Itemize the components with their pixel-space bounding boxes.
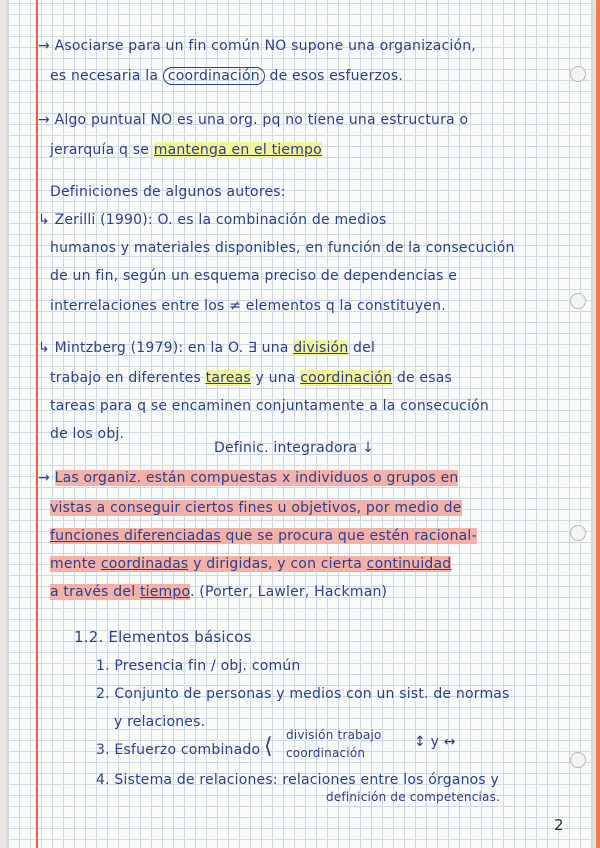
text-line: mente coordinadas y dirigidas, y con cierta continuidad: [50, 556, 452, 572]
text-line: interrelaciones entre los ≠ elementos q la constituyen.: [50, 298, 446, 314]
text-line: de un fin, según un esquema preciso de dependencias e: [50, 268, 458, 284]
binder-hole: [570, 66, 586, 82]
text-line: funciones diferenciadas que se procura que estén racional-: [50, 528, 477, 544]
list-item: 1. Presencia fin / obj. común: [96, 658, 301, 674]
page-number: 2: [554, 816, 564, 834]
list-item-continuation: definición de competencias.: [326, 790, 501, 804]
sub-item: división trabajo: [286, 728, 382, 742]
binder-hole: [570, 752, 586, 768]
text-line: trabajo en diferentes tareas y una coordinación de esas: [50, 370, 452, 386]
subheading: Definic. integradora ↓: [214, 440, 375, 456]
text-line: es necesaria la coordinación de esos esfuerzos.: [50, 68, 403, 84]
page-edge: [596, 0, 600, 848]
binder-hole: [570, 525, 586, 541]
text-line: a través del tiempo. (Porter, Lawler, Hackman): [50, 584, 388, 600]
section-heading: 1.2. Elementos básicos: [74, 628, 252, 646]
list-item-continuation: y relaciones.: [114, 714, 206, 730]
text-line: → Algo puntual NO es una org. pq no tiene una estructura o: [38, 112, 469, 128]
bracket-symbol: ⟨: [264, 734, 273, 759]
text-line: Definiciones de algunos autores:: [50, 184, 286, 200]
text-line: → Asociarse para un fin común NO supone una organización,: [38, 38, 476, 54]
text-line: de los obj.: [50, 426, 125, 442]
text-line: ↳ Zerilli (1990): O. es la combinación de medios: [38, 212, 387, 228]
text-line: jerarquía q se mantenga en el tiempo: [50, 142, 322, 158]
text-line: tareas para q se encaminen conjuntamente a la consecución: [50, 398, 490, 414]
text-line: vistas a conseguir ciertos fines u objetivos, por medio de: [50, 500, 462, 516]
text-line: → Las organiz. están compuestas x individuos o grupos en: [38, 470, 459, 486]
list-item: 2. Conjunto de personas y medios con un sist. de normas: [96, 686, 510, 702]
arrows-symbol: ↕ y ↔: [414, 734, 456, 750]
list-item: 3. Esfuerzo combinado: [96, 742, 261, 758]
binder-hole: [570, 293, 586, 309]
notebook-page: [8, 0, 592, 848]
text-line: humanos y materiales disponibles, en función de la consecución: [50, 240, 515, 256]
text-line: ↳ Mintzberg (1979): en la O. ∃ una división del: [38, 340, 376, 356]
list-item: 4. Sistema de relaciones: relaciones entre los órganos y: [96, 772, 500, 788]
sub-item: coordinación: [286, 746, 366, 760]
